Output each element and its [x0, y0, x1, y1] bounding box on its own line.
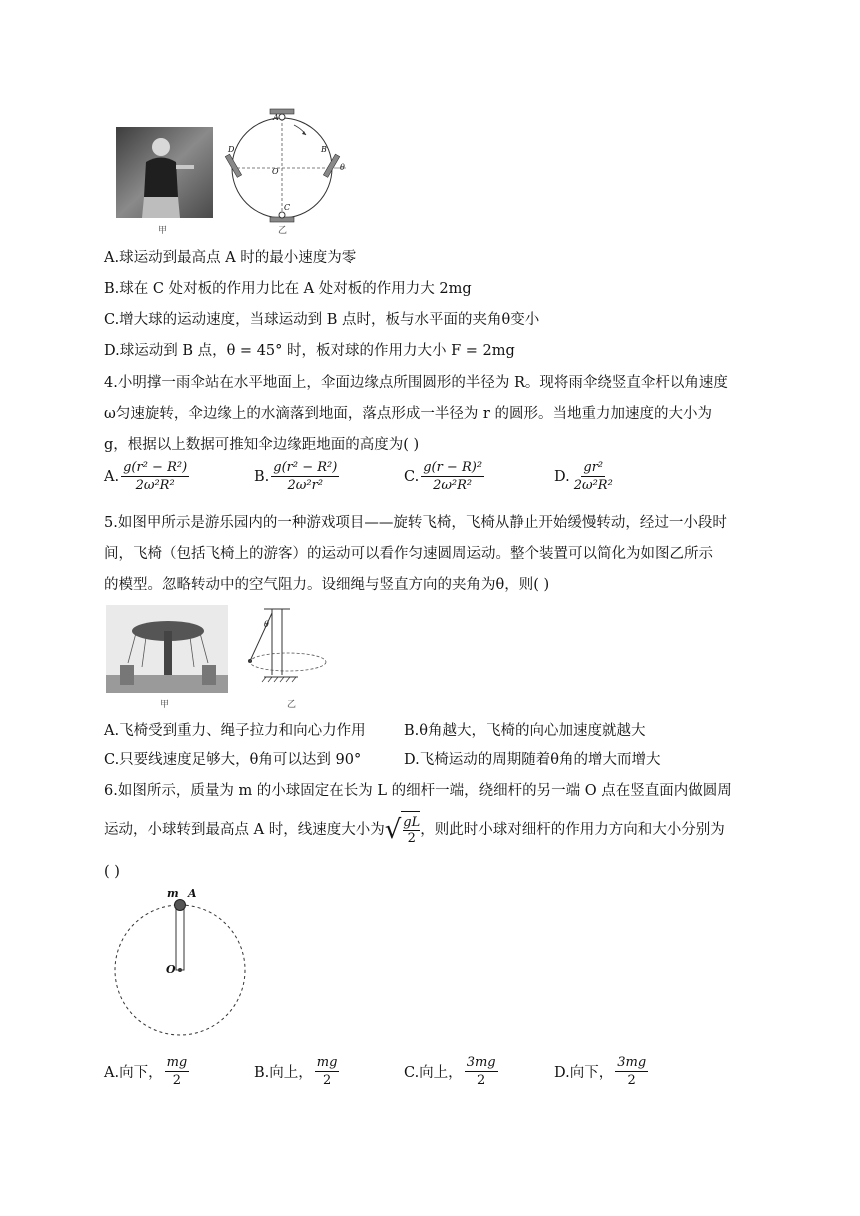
- q5-option-c: C.只要线速度足够大，θ角可以达到 90°: [104, 752, 362, 768]
- q3-label-O: O: [272, 167, 279, 176]
- q6-option-a-fraction: $\frac{mg}{2}$: [166, 1055, 188, 1088]
- q5-option-d: D.飞椅运动的周期随着θ角的增大而增大: [404, 752, 661, 768]
- q3-label-D: D: [228, 145, 235, 154]
- q3-label-B: B: [321, 145, 327, 154]
- q4-option-c: C. $\frac{\text{g(r − R)²}}{\text{2ω²R²}}$: [404, 460, 483, 493]
- q6-line-2: 运动，小球转到最高点 A 时，线速度大小为 √ gL 2 ，则此时小球对细杆的作用力方向和大小分别为: [104, 810, 725, 850]
- q6-option-c-fraction: $\frac{3mg}{2}$: [466, 1055, 496, 1088]
- q6-option-a: A.向下， $\frac{mg}{2}$: [104, 1055, 188, 1088]
- q4-option-a: A. $\frac{\text{g(r² − R²)}}{\text{2ω²R²}}$: [104, 460, 188, 493]
- q5-line-3: 的模型。忽略转动中的空气阻力。设细绳与竖直方向的夹角为θ，则( ): [104, 577, 550, 593]
- q6-option-b-fraction: $\frac{mg}{2}$: [316, 1055, 338, 1088]
- q3-label-C: C: [284, 203, 291, 212]
- q6-line-3: ( ): [104, 864, 120, 880]
- q6-label-m: m: [167, 887, 179, 900]
- q5-line-2: 间，飞椅（包括飞椅上的游客）的运动可以看作匀速圆周运动。整个装置可以简化为如图乙所示: [104, 546, 713, 562]
- q6-option-b: B.向上， $\frac{mg}{2}$: [254, 1055, 338, 1088]
- q4-option-b-fraction: $\frac{\text{g(r² − R²)}}{\text{2ω²r²}}$: [273, 460, 338, 493]
- q4-line-1: 4.小明撑一雨伞站在水平地面上，伞面边缘点所围圆形的半径为 R。现将雨伞绕竖直伞杆以角速度: [104, 375, 728, 391]
- q5-model-diagram: [244, 605, 340, 695]
- q3-label-theta: θ: [340, 163, 345, 172]
- q6-sqrt-expression: √ gL 2: [385, 811, 421, 849]
- q5-option-b: B.θ角越大，飞椅的向心加速度就越大: [404, 723, 646, 739]
- q3-photo-image: [116, 127, 213, 218]
- q3-option-d: D.球运动到 B 点，θ = 45° 时，板对球的作用力大小 F = 2mg: [104, 343, 515, 359]
- q5-diagram-yi: [244, 605, 340, 695]
- q6-option-c: C.向上， $\frac{3mg}{2}$: [404, 1055, 496, 1088]
- q4-option-d: D. $\frac{\text{gr²}}{\text{2ω²R²}}$: [554, 460, 613, 493]
- q3-caption-jia: 甲: [158, 226, 168, 236]
- q5-photo-image: [106, 605, 228, 693]
- q4-line-3: g，根据以上数据可推知伞边缘距地面的高度为( ): [104, 437, 420, 453]
- q5-label-theta: θ: [264, 620, 269, 629]
- q5-photo-jia: [106, 605, 228, 693]
- q4-option-b: B. $\frac{\text{g(r² − R²)}}{\text{2ω²r²}}$: [254, 460, 338, 493]
- q6-label-O: O: [166, 963, 176, 976]
- q3-option-b: B.球在 C 处对板的作用力比在 A 处对板的作用力大 2mg: [104, 281, 472, 297]
- q3-photo-jia: [116, 127, 213, 218]
- q6-line-1: 6.如图所示，质量为 m 的小球固定在长为 L 的细杆一端，绕细杆的另一端 O 点在竖直面内做圆周: [104, 783, 732, 799]
- q6-option-d-fraction: $\frac{3mg}{2}$: [617, 1055, 647, 1088]
- q3-label-A: A: [273, 113, 279, 122]
- q4-line-2: ω匀速旋转，伞边缘上的水滴落到地面，落点形成一半径为 r 的圆形。当地重力加速度的大小为: [104, 406, 712, 422]
- q5-option-a: A.飞椅受到重力、绳子拉力和向心力作用: [104, 723, 366, 739]
- q6-label-A: A: [188, 887, 197, 900]
- q6-diagram: [104, 885, 264, 1040]
- q3-option-a: A.球运动到最高点 A 时的最小速度为零: [104, 250, 357, 266]
- q3-option-c: C.增大球的运动速度，当球运动到 B 点时，板与水平面的夹角θ变小: [104, 312, 540, 328]
- q3-caption-yi: 乙: [278, 226, 288, 236]
- q6-option-d: D.向下， $\frac{3mg}{2}$: [554, 1055, 647, 1088]
- q4-option-c-fraction: $\frac{\text{g(r − R)²}}{\text{2ω²R²}}$: [423, 460, 483, 493]
- q5-line-1: 5.如图甲所示是游乐园内的一种游戏项目——旋转飞椅，飞椅从静止开始缓慢转动，经过一小段时: [104, 515, 727, 531]
- q6-circle-diagram: [104, 885, 264, 1040]
- q3-diagram-yi: [222, 103, 352, 228]
- q4-option-d-fraction: $\frac{\text{gr²}}{\text{2ω²R²}}$: [573, 460, 613, 493]
- q5-caption-yi: 乙: [287, 700, 297, 710]
- q4-option-a-fraction: $\frac{\text{g(r² − R²)}}{\text{2ω²R²}}$: [123, 460, 188, 493]
- q5-caption-jia: 甲: [160, 700, 170, 710]
